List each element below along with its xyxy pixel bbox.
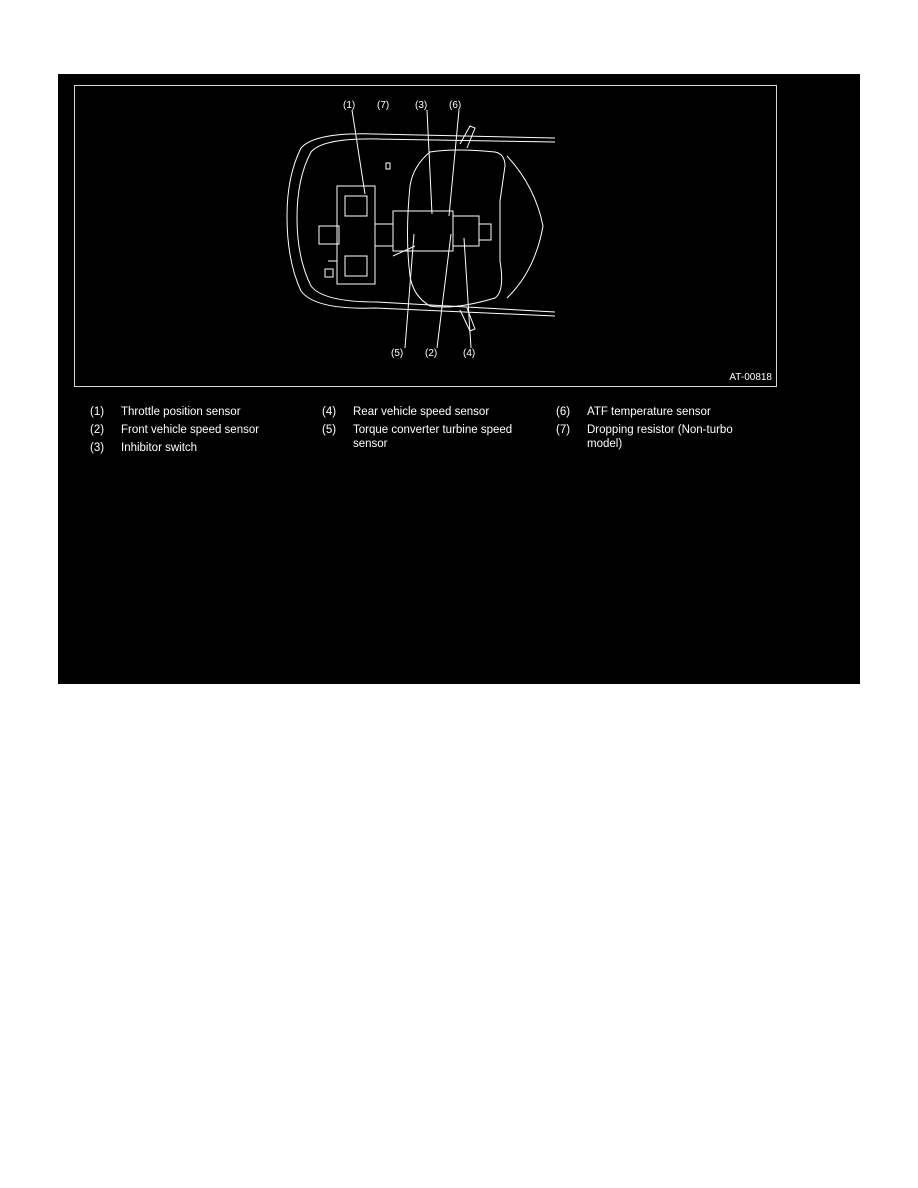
legend-text: Front vehicle speed sensor xyxy=(121,424,260,436)
callout-7: (7) xyxy=(377,100,390,111)
legend-text: Inhibitor switch xyxy=(121,442,198,454)
mirror-top xyxy=(460,126,475,148)
diagram-panel xyxy=(58,74,860,684)
callout-4: (4) xyxy=(463,348,476,359)
callout-6: (6) xyxy=(449,100,462,111)
legend-text: Rear vehicle speed sensor xyxy=(353,406,490,418)
legend-num: (4) xyxy=(322,406,337,418)
legend-num: (5) xyxy=(322,424,337,436)
legend-text: Torque converter turbine speed sensor xyxy=(353,424,513,450)
vehicle-diagram xyxy=(75,86,776,386)
legend-num: (6) xyxy=(556,406,571,418)
transmission xyxy=(393,211,453,251)
legend-text: Throttle position sensor xyxy=(121,406,241,418)
legend-text: Dropping resistor (Non-turbo model) xyxy=(587,424,733,450)
callout-2: (2) xyxy=(425,348,438,359)
legend-num: (3) xyxy=(90,442,105,454)
figure-frame xyxy=(74,85,777,387)
windshield xyxy=(408,150,506,307)
engine-block xyxy=(337,186,375,284)
legend-num: (2) xyxy=(90,424,105,436)
callout-5: (5) xyxy=(391,348,404,359)
legend-text: ATF temperature sensor xyxy=(587,406,711,418)
figure-code: AT-00818 xyxy=(729,372,772,383)
car-body-inner xyxy=(297,139,555,312)
callout-3: (3) xyxy=(415,100,428,111)
legend-num: (7) xyxy=(556,424,571,436)
legend-num: (1) xyxy=(90,406,105,418)
roof-line xyxy=(507,156,543,298)
callout-1: (1) xyxy=(343,100,356,111)
